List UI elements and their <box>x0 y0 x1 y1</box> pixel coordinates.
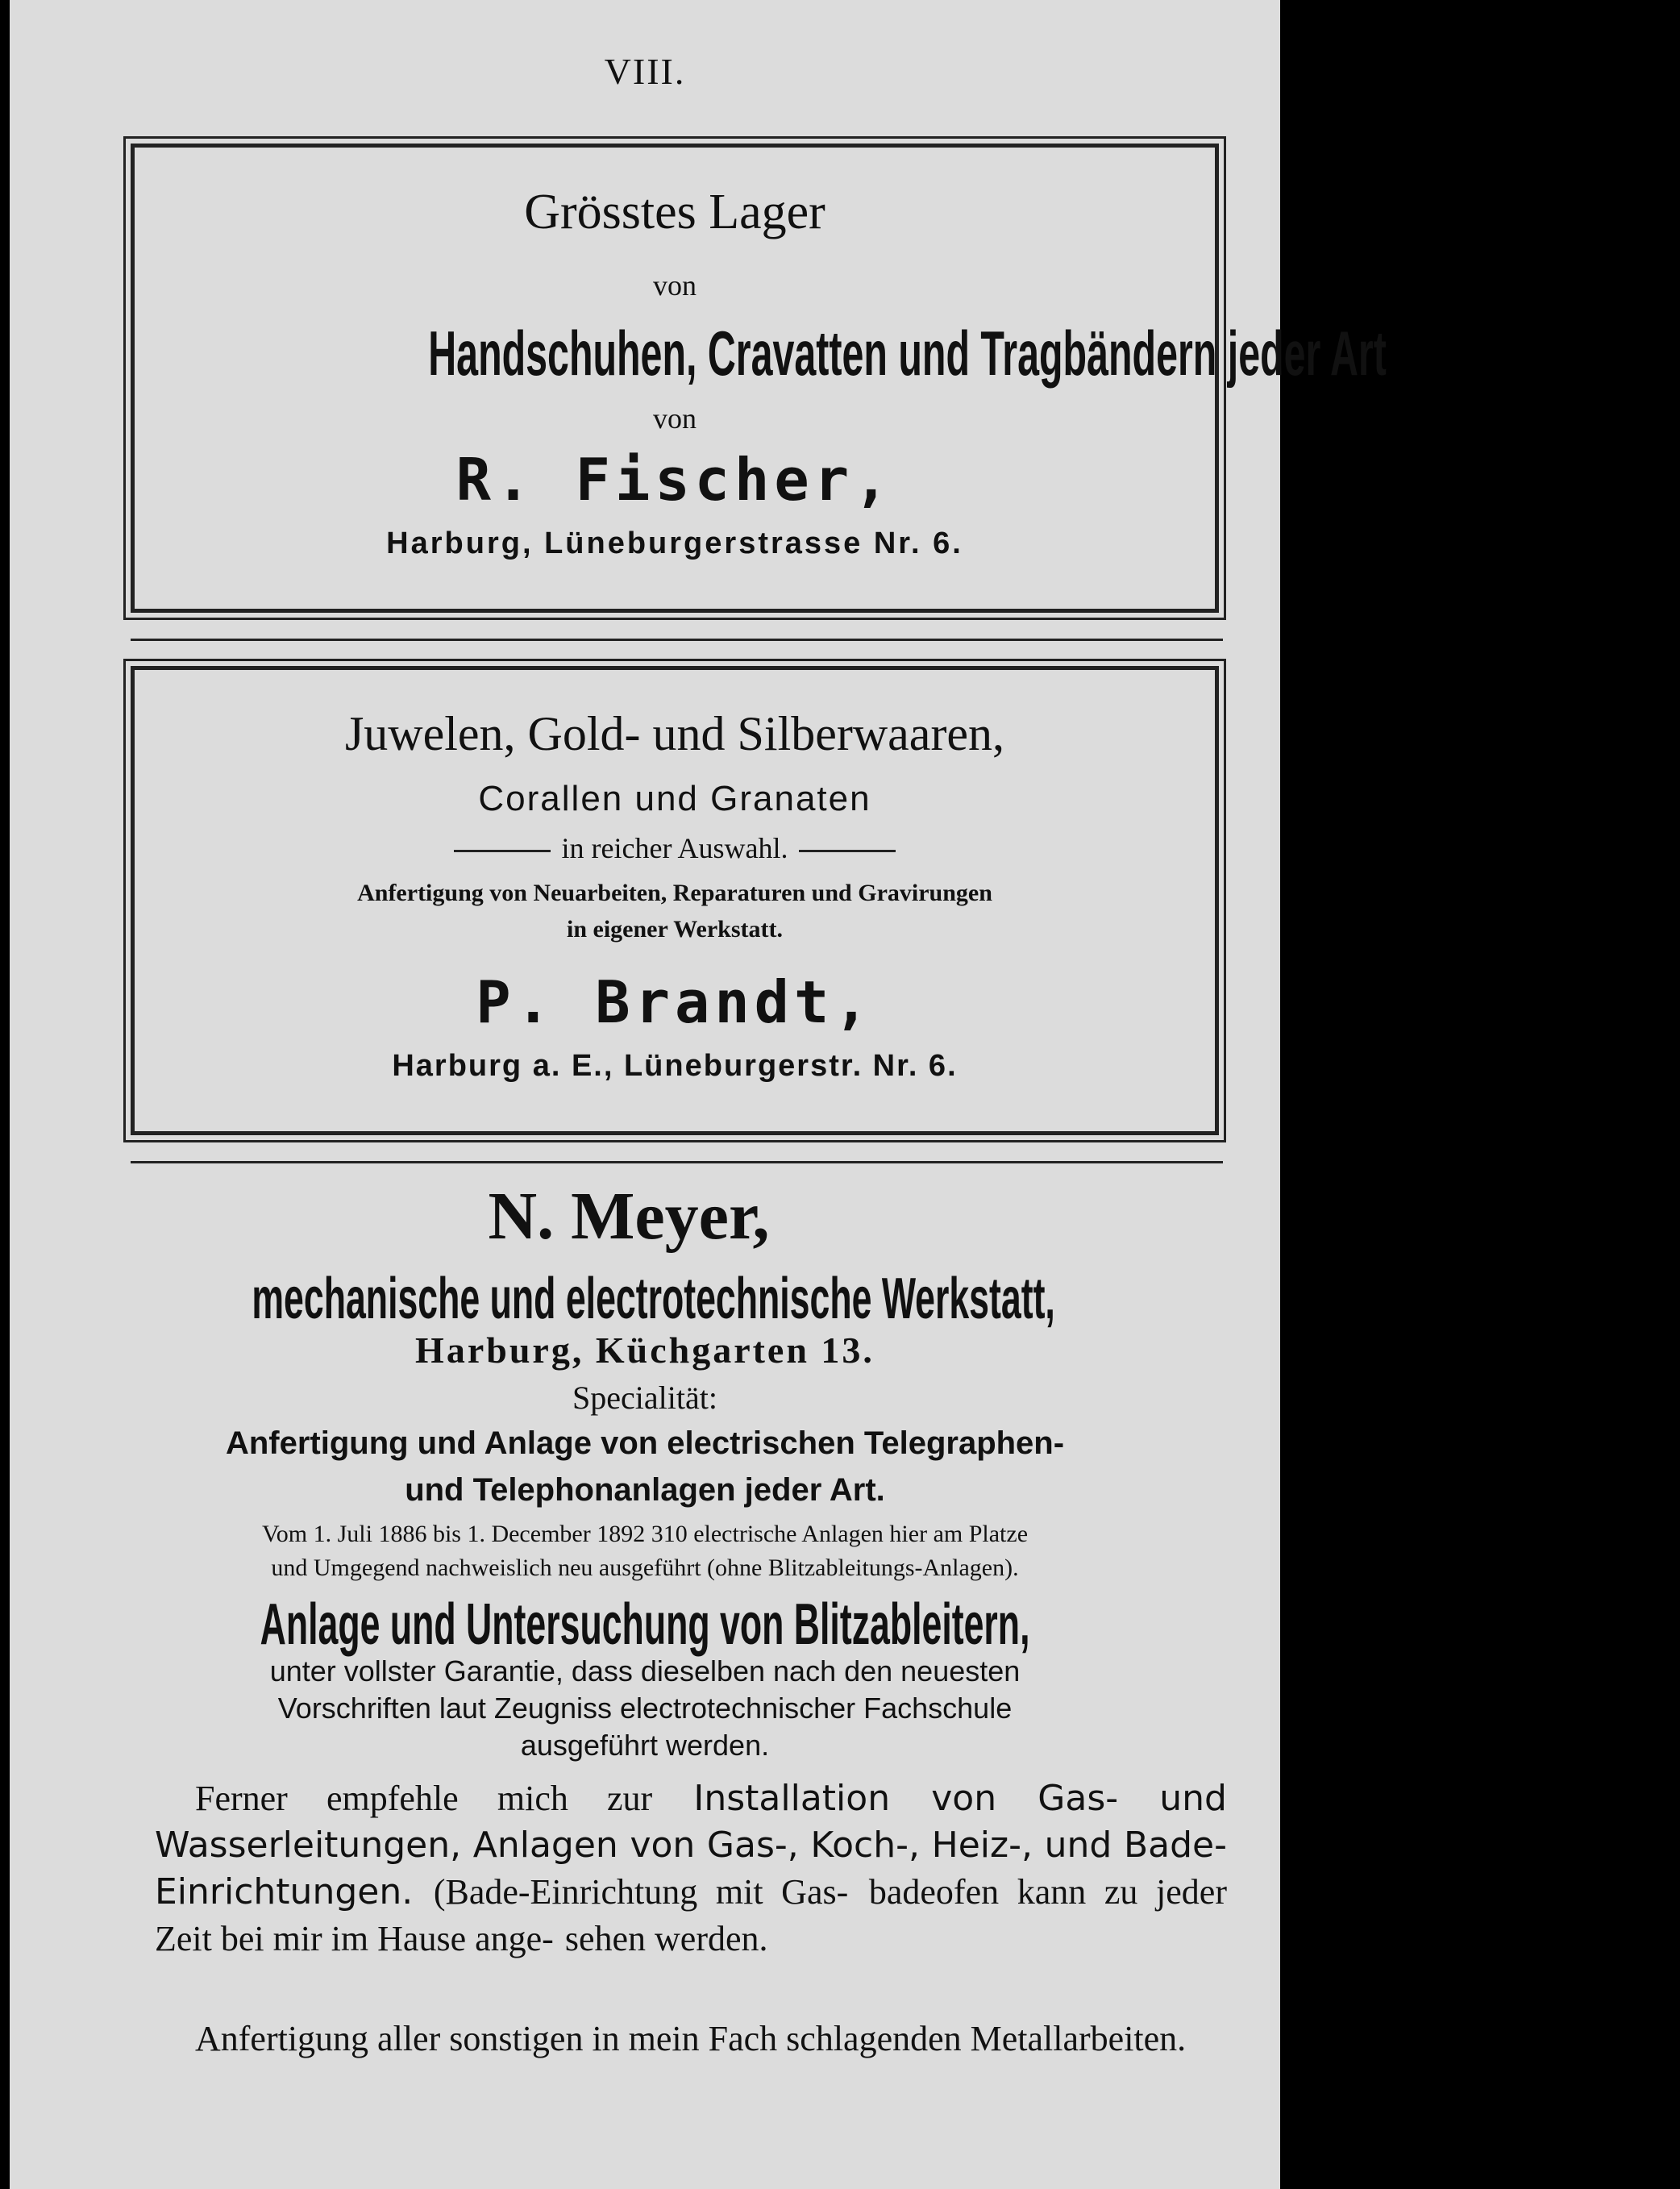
ad1-von-2: von <box>653 402 697 435</box>
ad3-paragraph-2: Anfertigung aller sonstigen in mein Fach schlagenden Metallarbeiten. <box>195 2019 1187 2058</box>
page <box>10 0 1387 2189</box>
ad2-company-name: P. Brandt, <box>476 968 874 1036</box>
ad2-workshop: in eigener Werkstatt. <box>566 916 784 943</box>
ad2-services: Anfertigung von Neuarbeiten, Reparaturen und Gravirungen <box>357 880 992 906</box>
ad2-address: Harburg a. E., Lüneburgerstr. Nr. 6. <box>392 1049 958 1083</box>
ad3-speciality-2: und Telephonanlagen jeder Art. <box>405 1472 885 1508</box>
ad2-subline: Corallen und Granaten <box>478 779 871 818</box>
page-number: VIII. <box>604 51 686 92</box>
ad2-headline: Juwelen, Gold- und Silberwaaren, <box>344 707 1005 760</box>
ad1-headline: Grösstes Lager <box>524 185 825 239</box>
rule-right <box>799 850 896 852</box>
ad1-products: Handschuhen, Cravatten und Tragbändern jeder Art <box>428 318 1387 389</box>
ad3-address: Harburg, Küchgarten 13. <box>415 1330 875 1371</box>
ad1-address: Harburg, Lüneburgerstrasse Nr. 6. <box>386 526 963 560</box>
ad3-note-2: und Umgegend nachweislich neu ausgeführt (ohne Blitzableitungs-Anlagen). <box>271 1554 1019 1581</box>
ad2-selection: in reicher Auswahl. <box>135 831 1215 865</box>
ad3-paragraph-1: Ferner empfehle mich zur Installation von Gas- und Wasserleitungen, Anlagen von Gas-, Koch-, Heiz-, und Bade-Einrichtungen. (Bade-Einrichtung mit Gas- badeofen kann zu jeder Zeit bei mir im Hause ange- sehen werden. <box>155 1778 1227 1958</box>
ad3-heading-lightning: Anlage und Untersuchung von Blitzableitern, <box>260 1592 1030 1657</box>
ad3-note-1: Vom 1. Juli 1886 bis 1. December 1892 310 electrische Anlagen hier am Platze <box>261 1521 1029 1547</box>
ad1-von-1: von <box>653 269 697 302</box>
ad3-subtitle: mechanische und electrotechnische Werkstatt, <box>252 1267 1055 1331</box>
ad3-speciality-label: Specialität: <box>572 1380 717 1416</box>
ad3-guarantee-3: ausgeführt werden. <box>520 1729 770 1762</box>
advertisement-fischer <box>131 144 1387 613</box>
divider <box>131 639 1223 641</box>
advertisement-brandt <box>131 666 1219 1135</box>
ad3-company-name: N. Meyer, <box>488 1179 770 1254</box>
ad3-guarantee-1: unter vollster Garantie, dass dieselben nach den neuesten <box>269 1654 1021 1688</box>
ad3-speciality-1: Anfertigung und Anlage von electrischen Telegraphen- <box>225 1425 1065 1461</box>
ad1-company-name: R. Fischer, <box>455 446 894 514</box>
rule-left <box>454 850 551 852</box>
divider <box>131 1161 1223 1163</box>
ad3-guarantee-2: Vorschriften laut Zeugniss electrotechnischer Fachschule <box>277 1692 1013 1725</box>
